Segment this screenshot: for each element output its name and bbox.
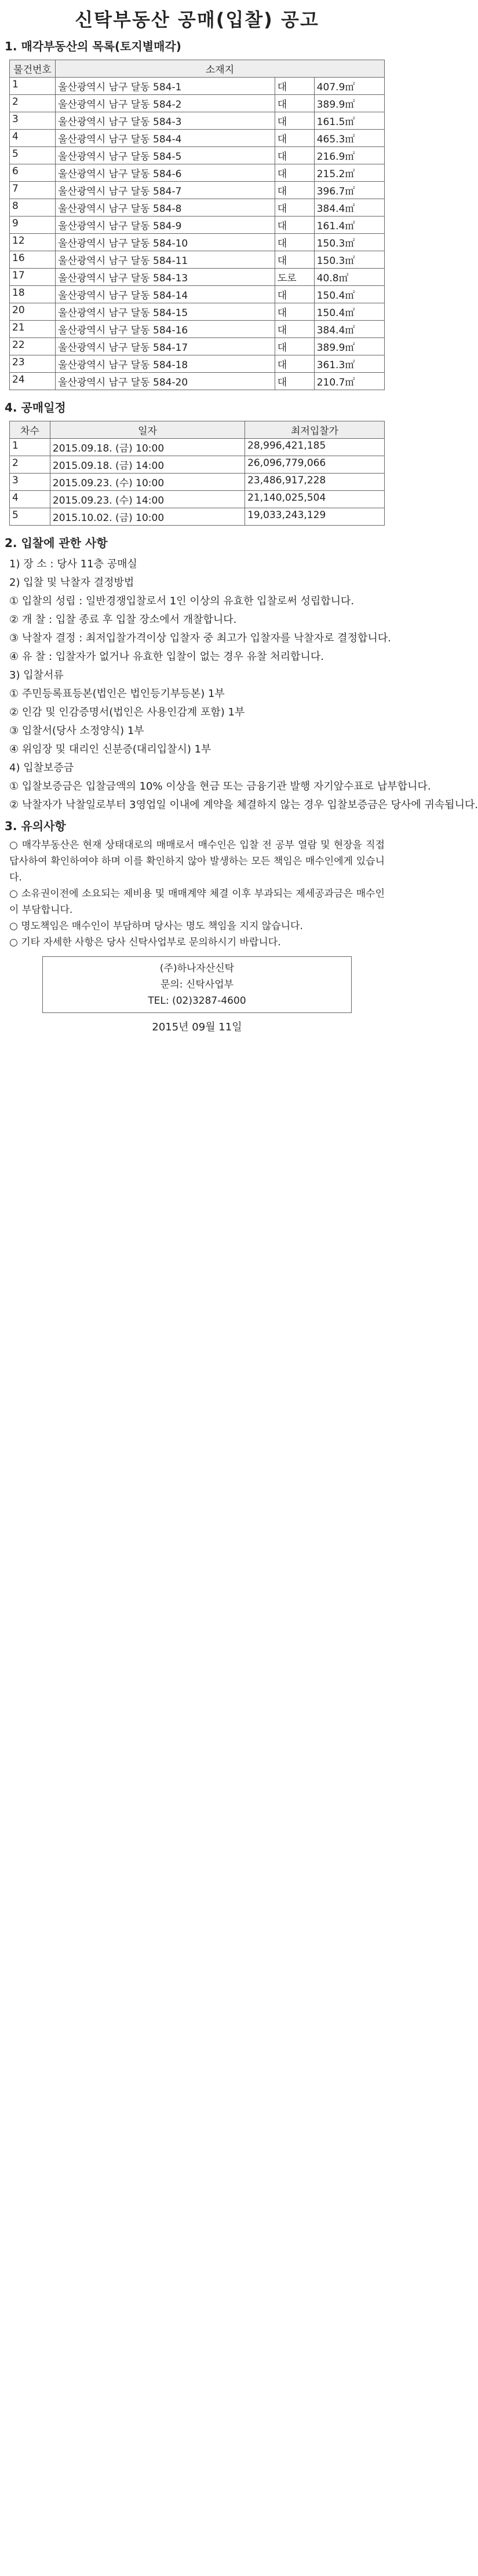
section-2-line: ② 낙찰자가 낙찰일로부터 3영업일 이내에 계약을 체결하지 않는 경우 입찰보증금은 당사에 귀속됩니다. <box>9 799 478 811</box>
table-row <box>10 251 385 269</box>
cell-no: 24 <box>10 373 56 390</box>
cell-a: 울산광역시 남구 달동 584-13 <box>56 269 275 286</box>
cell-no: 5 <box>10 147 56 164</box>
cell-no: 3 <box>10 112 56 130</box>
sched-cell: 2015.09.18. (금) 14:00 <box>50 456 245 474</box>
cell-b: 대 <box>275 251 314 269</box>
cell-c: 396.7㎡ <box>314 182 384 199</box>
cell-no: 16 <box>10 251 56 269</box>
cell-no: 6 <box>10 164 56 182</box>
cell-no: 2 <box>10 95 56 112</box>
sched-cell: 21,140,025,504 <box>245 491 385 508</box>
sched-cell: 5 <box>10 508 50 526</box>
cell-c: 465.3㎡ <box>314 130 384 147</box>
col-no: 물건번호 <box>10 60 56 78</box>
cell-c: 161.5㎡ <box>314 112 384 130</box>
cell-b: 대 <box>275 164 314 182</box>
table-row <box>10 321 385 338</box>
section-4-heading: 4. 공매일정 <box>5 401 66 414</box>
section-2-line: ④ 유 찰 : 입찰자가 없거나 유효한 입찰이 없는 경우 유찰 처리합니다. <box>9 651 324 663</box>
table-row <box>10 78 385 95</box>
table-row <box>10 130 385 147</box>
cell-b: 대 <box>275 216 314 234</box>
sched-cell: 3 <box>10 474 50 491</box>
section-2-line: 3) 입찰서류 <box>9 669 64 681</box>
schedule-row <box>10 508 385 526</box>
cell-no: 8 <box>10 199 56 216</box>
cell-a: 울산광역시 남구 달동 584-17 <box>56 338 275 355</box>
footer-date: 2015년 09월 11일 <box>152 1021 242 1033</box>
cell-c: 389.9㎡ <box>314 95 384 112</box>
cell-a: 울산광역시 남구 달동 584-1 <box>56 78 275 95</box>
section-2-line: ① 주민등록표등본(법인은 법인등기부등본) 1부 <box>9 688 225 700</box>
cell-c: 161.4㎡ <box>314 216 384 234</box>
cell-c: 210.7㎡ <box>314 373 384 390</box>
cell-c: 389.9㎡ <box>314 338 384 355</box>
cell-b: 대 <box>275 234 314 251</box>
table-row <box>10 286 385 303</box>
footer-notice: 문의: 신탁사업부 <box>160 979 234 990</box>
property-table <box>9 60 385 390</box>
section-3-para: ○ 기타 자세한 사항은 당사 신탁사업부로 문의하시기 바랍니다. <box>9 937 281 948</box>
cell-a: 울산광역시 남구 달동 584-2 <box>56 95 275 112</box>
cell-no: 7 <box>10 182 56 199</box>
schedule-row <box>10 491 385 508</box>
section-2-line: ② 개 찰 : 입찰 종료 후 입찰 장소에서 개찰합니다. <box>9 614 237 626</box>
cell-c: 384.4㎡ <box>314 321 384 338</box>
schedule-row <box>10 456 385 474</box>
table-row <box>10 164 385 182</box>
sched-cell: 1 <box>10 439 50 456</box>
sched-cell: 23,486,917,228 <box>245 474 385 491</box>
cell-b: 대 <box>275 355 314 373</box>
cell-b: 대 <box>275 338 314 355</box>
table-row <box>10 112 385 130</box>
cell-b: 대 <box>275 286 314 303</box>
cell-a: 울산광역시 남구 달동 584-14 <box>56 286 275 303</box>
cell-a: 울산광역시 남구 달동 584-5 <box>56 147 275 164</box>
cell-b: 대 <box>275 199 314 216</box>
cell-no: 12 <box>10 234 56 251</box>
cell-a: 울산광역시 남구 달동 584-16 <box>56 321 275 338</box>
sched-cell: 28,996,421,185 <box>245 439 385 456</box>
cell-no: 9 <box>10 216 56 234</box>
sched-cell: 26,096,779,066 <box>245 456 385 474</box>
section-2-line: 2) 입찰 및 낙찰자 결정방법 <box>9 577 134 589</box>
table-row <box>10 373 385 390</box>
cell-no: 17 <box>10 269 56 286</box>
section-2-line: 4) 입찰보증금 <box>9 762 74 774</box>
section-3-heading: 3. 유의사항 <box>5 819 66 833</box>
table-row <box>10 234 385 251</box>
cell-a: 울산광역시 남구 달동 584-11 <box>56 251 275 269</box>
cell-b: 대 <box>275 303 314 321</box>
sched-h0: 차수 <box>10 421 50 439</box>
cell-no: 18 <box>10 286 56 303</box>
cell-a: 울산광역시 남구 달동 584-18 <box>56 355 275 373</box>
section-3-para: ○ 매각부동산은 현재 상태대로의 매매로서 매수인은 입찰 전 공부 열람 및 현장을 직접 답사하여 확인하여야 하며 이를 확인하지 않아 발생하는 모든 책임은 매수인에게 있습니다. <box>9 839 385 883</box>
section-2-heading: 2. 입찰에 관한 사항 <box>5 536 108 550</box>
cell-no: 1 <box>10 78 56 95</box>
cell-no: 20 <box>10 303 56 321</box>
cell-no: 21 <box>10 321 56 338</box>
cell-b: 대 <box>275 321 314 338</box>
cell-b: 대 <box>275 78 314 95</box>
section-2-line: ② 인감 및 인감증명서(법인은 사용인감계 포함) 1부 <box>9 706 245 718</box>
table-row <box>10 216 385 234</box>
footer-company: (주)하나자산신탁 <box>159 963 235 974</box>
table-row <box>10 95 385 112</box>
section-3-para: ○ 명도책임은 매수인이 부담하며 당사는 명도 책임을 지지 않습니다. <box>9 920 303 932</box>
section-3-para: ○ 소유권이전에 소요되는 제비용 및 매매계약 체결 이후 부과되는 제세공과금은 매수인이 부담합니다. <box>9 888 385 916</box>
cell-a: 울산광역시 남구 달동 584-3 <box>56 112 275 130</box>
sched-cell: 2015.09.23. (수) 10:00 <box>50 474 245 491</box>
cell-no: 23 <box>10 355 56 373</box>
section-2-line: ③ 입찰서(당사 소정양식) 1부 <box>9 725 144 737</box>
cell-a: 울산광역시 남구 달동 584-10 <box>56 234 275 251</box>
cell-b: 대 <box>275 147 314 164</box>
cell-c: 150.3㎡ <box>314 234 384 251</box>
table-row <box>10 199 385 216</box>
cell-no: 4 <box>10 130 56 147</box>
cell-b: 대 <box>275 373 314 390</box>
schedule-row <box>10 474 385 491</box>
cell-a: 울산광역시 남구 달동 584-20 <box>56 373 275 390</box>
cell-c: 150.4㎡ <box>314 303 384 321</box>
section-2-line: ① 입찰의 성립 : 일반경쟁입찰로서 1인 이상의 유효한 입찰로써 성립합니다. <box>9 595 355 607</box>
table-row <box>10 338 385 355</box>
sched-cell: 2015.09.23. (수) 14:00 <box>50 491 245 508</box>
cell-b: 대 <box>275 182 314 199</box>
table-row <box>10 355 385 373</box>
section-2-line: ④ 위임장 및 대리인 신분증(대리입찰시) 1부 <box>9 743 211 755</box>
section-2-line: 1) 장 소 : 당사 11층 공매실 <box>9 558 137 570</box>
cell-b: 대 <box>275 130 314 147</box>
sched-cell: 19,033,243,129 <box>245 508 385 526</box>
table-row <box>10 269 385 286</box>
cell-c: 215.2㎡ <box>314 164 384 182</box>
sched-cell: 4 <box>10 491 50 508</box>
footer-box <box>42 956 352 1013</box>
col-desc: 소재지 <box>56 60 385 78</box>
footer-phone: TEL: (02)3287-4600 <box>148 995 246 1007</box>
section-2-line: ③ 낙찰자 결정 : 최저입찰가격이상 입찰자 중 최고가 입찰자를 낙찰자로 결정합니다. <box>9 632 391 644</box>
cell-no: 22 <box>10 338 56 355</box>
sched-cell: 2015.10.02. (금) 10:00 <box>50 508 245 526</box>
table-row <box>10 147 385 164</box>
cell-b: 대 <box>275 112 314 130</box>
cell-c: 150.3㎡ <box>314 251 384 269</box>
table-row <box>10 303 385 321</box>
cell-b: 대 <box>275 95 314 112</box>
cell-a: 울산광역시 남구 달동 584-8 <box>56 199 275 216</box>
section-2-line: ① 입찰보증금은 입찰금액의 10% 이상을 현금 또는 금융기관 발행 자기앞수표로 납부합니다. <box>9 780 431 792</box>
section-1-heading: 1. 매각부동산의 목록(토지별매각) <box>5 39 181 53</box>
cell-a: 울산광역시 남구 달동 584-9 <box>56 216 275 234</box>
page-title: 신탁부동산 공매(입찰) 공고 <box>75 9 319 31</box>
sched-h2: 최저입찰가 <box>245 421 385 439</box>
cell-c: 40.8㎡ <box>314 269 384 286</box>
sched-h1: 일자 <box>50 421 245 439</box>
schedule-row <box>10 439 385 456</box>
sched-cell: 2015.09.18. (금) 10:00 <box>50 439 245 456</box>
cell-b: 도로 <box>275 269 314 286</box>
schedule-table <box>9 421 385 526</box>
cell-c: 150.4㎡ <box>314 286 384 303</box>
cell-c: 407.9㎡ <box>314 78 384 95</box>
cell-c: 361.3㎡ <box>314 355 384 373</box>
cell-a: 울산광역시 남구 달동 584-4 <box>56 130 275 147</box>
cell-c: 216.9㎡ <box>314 147 384 164</box>
cell-c: 384.4㎡ <box>314 199 384 216</box>
cell-a: 울산광역시 남구 달동 584-15 <box>56 303 275 321</box>
table-row <box>10 182 385 199</box>
cell-a: 울산광역시 남구 달동 584-7 <box>56 182 275 199</box>
sched-cell: 2 <box>10 456 50 474</box>
cell-a: 울산광역시 남구 달동 584-6 <box>56 164 275 182</box>
